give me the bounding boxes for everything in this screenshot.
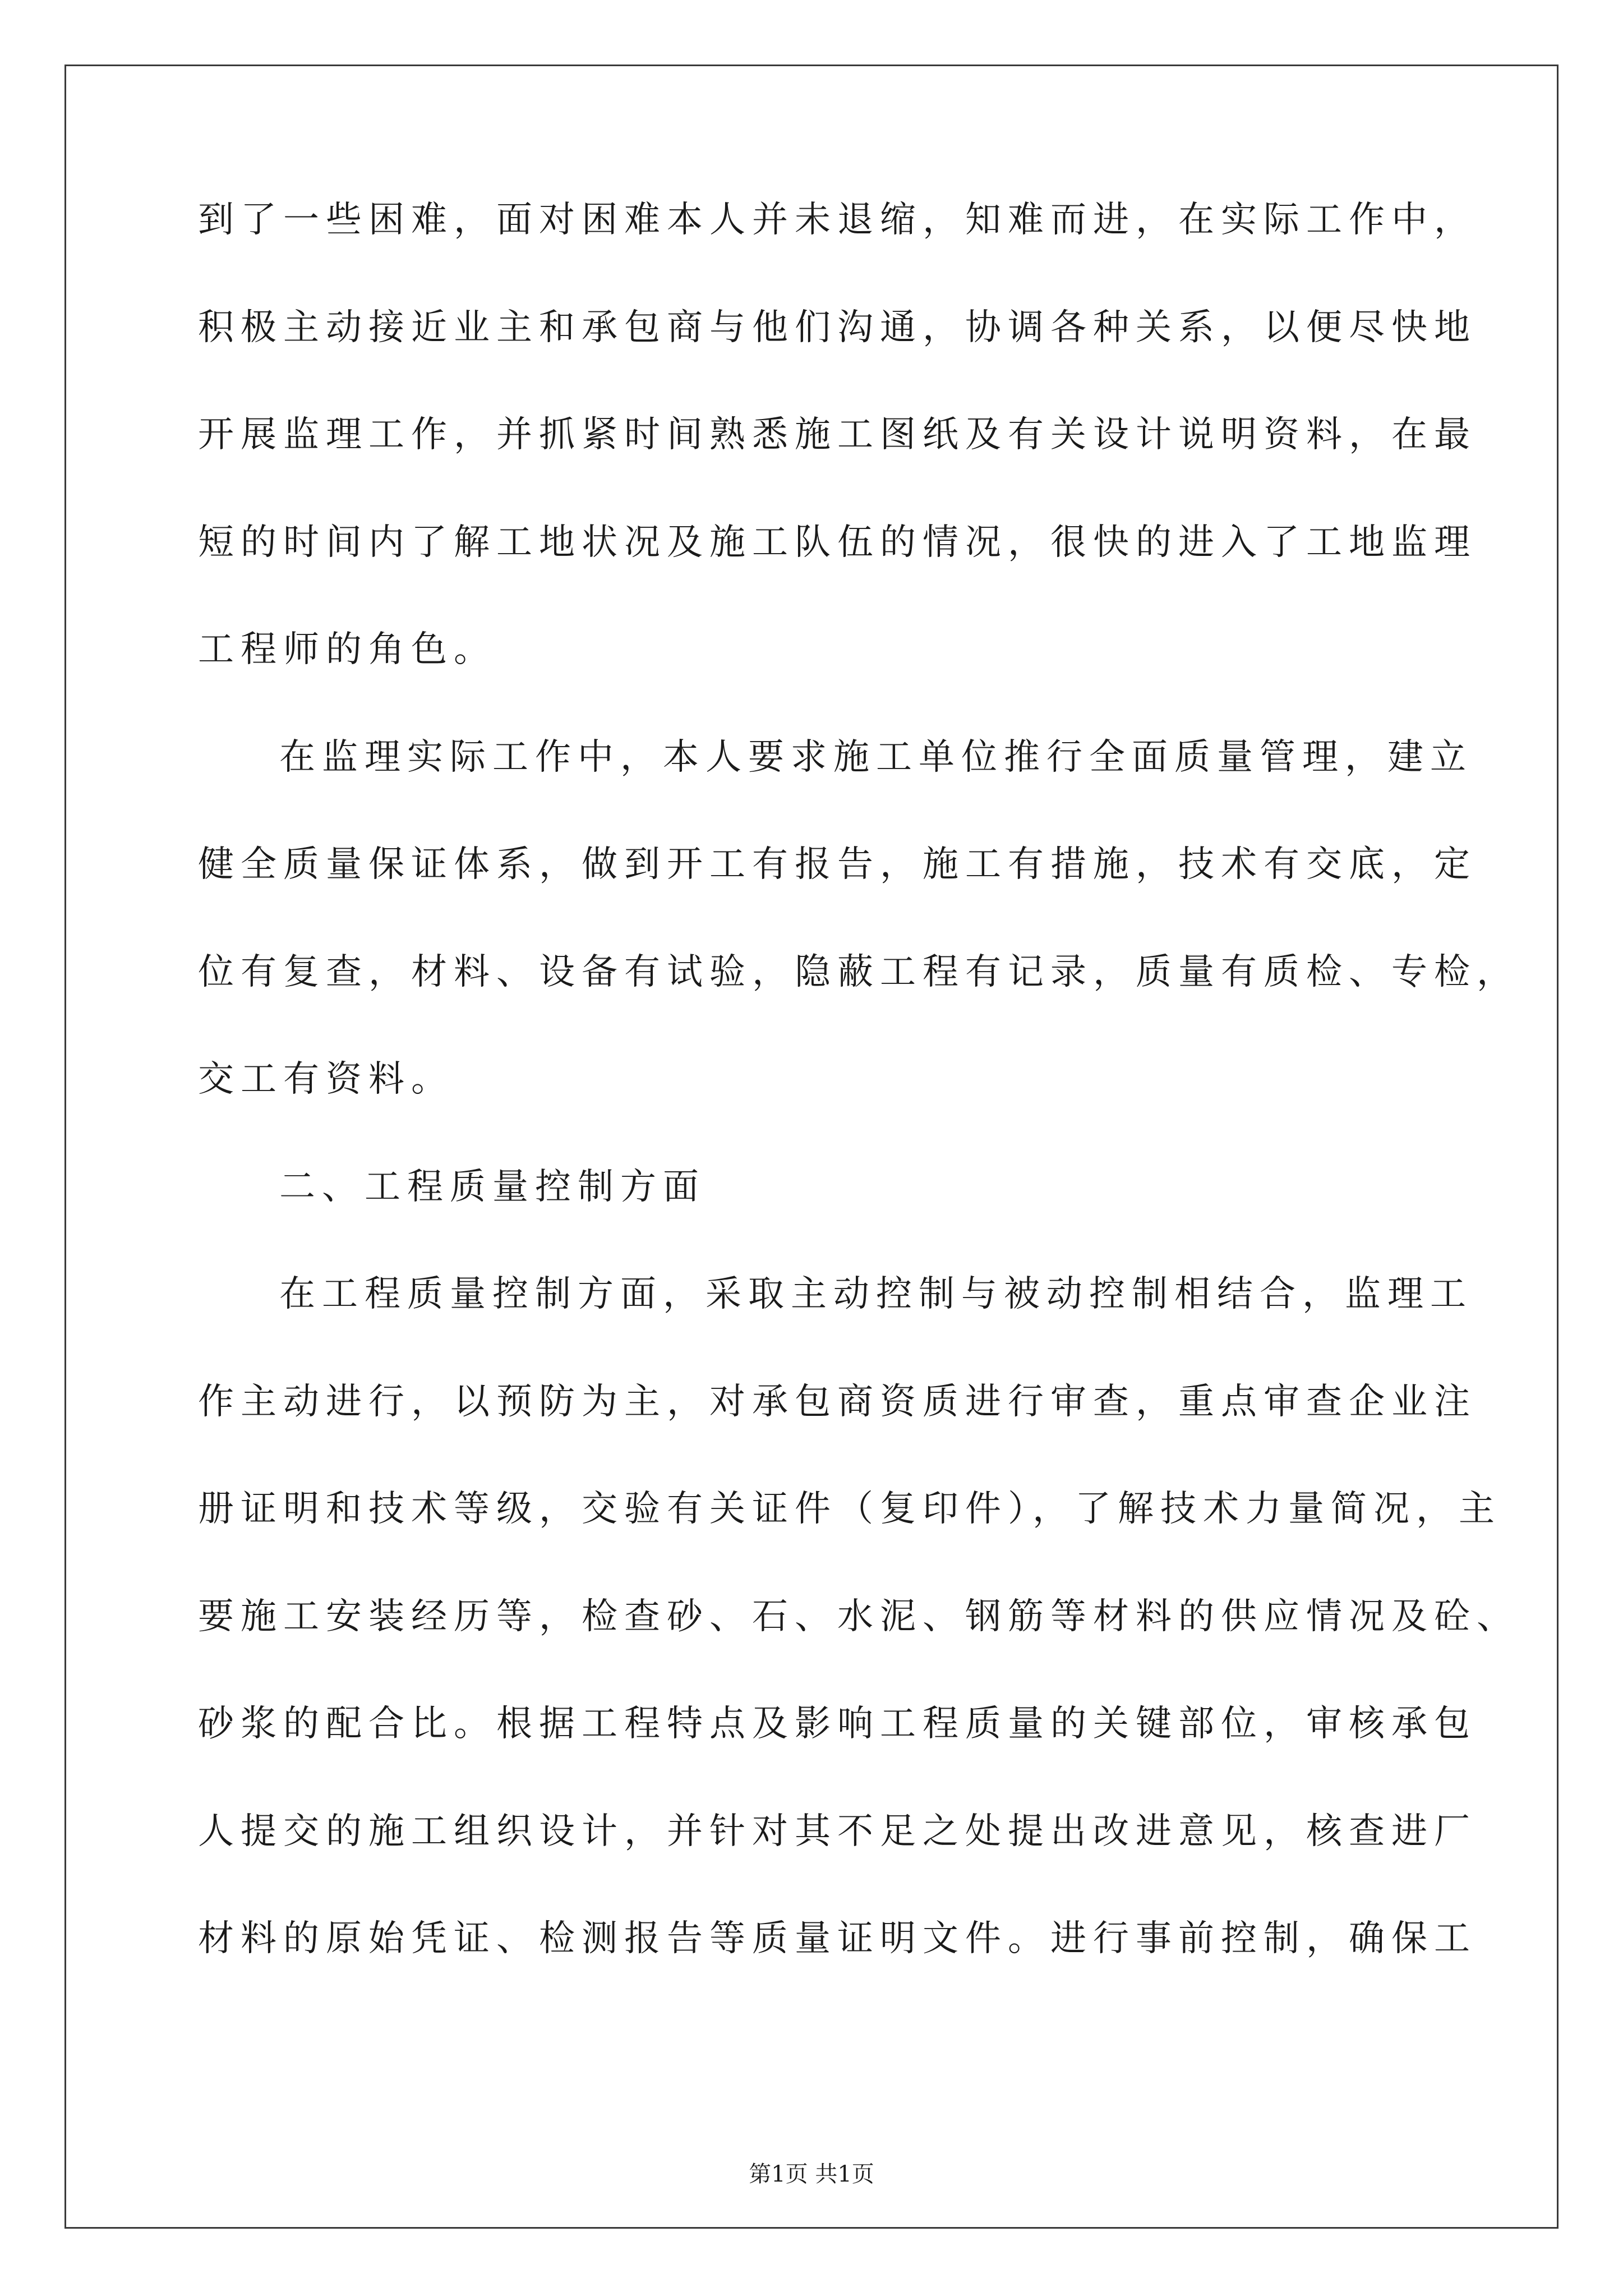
body-line: 短的时间内了解工地状况及施工队伍的情况，很快的进入了工地监理 xyxy=(198,521,1477,563)
body-line: 人提交的施工组织设计，并针对其不足之处提出改进意见，核查进厂 xyxy=(198,1810,1477,1852)
body-line: 要施工安装经历等，检查砂、石、水泥、钢筋等材料的供应情况及砼、 xyxy=(198,1595,1519,1637)
paragraph-first-line: 在工程质量控制方面，采取主动控制与被动控制相结合，监理工 xyxy=(279,1273,1473,1315)
paragraph-first-line: 在监理实际工作中，本人要求施工单位推行全面质量管理，建立 xyxy=(279,736,1473,778)
body-line: 开展监理工作，并抓紧时间熟悉施工图纸及有关设计说明资料，在最 xyxy=(198,414,1477,455)
body-line: 健全质量保证体系，做到开工有报告，施工有措施，技术有交底，定 xyxy=(198,844,1477,885)
body-line: 材料的原始凭证、检测报告等质量证明文件。进行事前控制，确保工 xyxy=(198,1918,1477,1959)
body-line: 位有复查，材料、设备有试验，隐蔽工程有记录，质量有质检、专检， xyxy=(198,951,1519,993)
document-body xyxy=(198,199,1519,2028)
body-line: 到了一些困难，面对困难本人并未退缩，知难而进，在实际工作中， xyxy=(198,199,1477,241)
body-line: 积极主动接近业主和承包商与他们沟通，协调各种关系，以便尽快地 xyxy=(198,306,1477,348)
body-line: 工程师的角色。 xyxy=(198,629,496,670)
body-line: 作主动进行，以预防为主，对承包商资质进行审查，重点审查企业注 xyxy=(198,1381,1477,1423)
body-line: 册证明和技术等级，交验有关证件（复印件），了解技术力量简况，主 xyxy=(198,1488,1501,1530)
page-footer: 第1页 共1页 xyxy=(749,2161,874,2187)
body-line: 砂浆的配合比。根据工程特点及影响工程质量的关键部位，审核承包 xyxy=(198,1703,1477,1745)
section-heading: 二、工程质量控制方面 xyxy=(279,1166,706,1208)
body-line: 交工有资料。 xyxy=(198,1059,454,1100)
